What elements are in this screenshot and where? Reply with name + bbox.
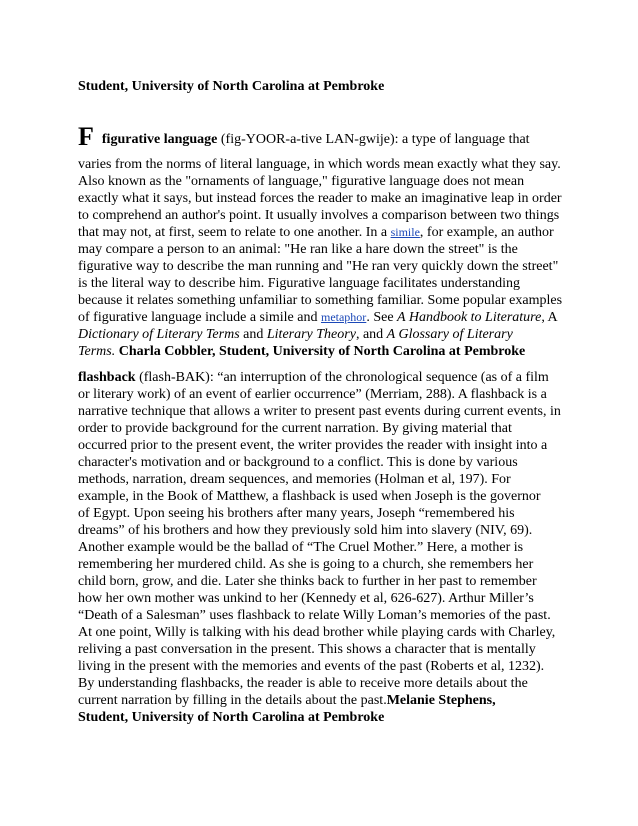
entry-flashback-line-6: character's motivation and or background to a conflict. This is done by various (78, 455, 518, 470)
line-6-text-end: , for example, an author (419, 225, 554, 240)
entry-flashback-line-12: remembering her murdered child. As she is going to a church, she remembers her (78, 557, 534, 572)
entry-flashback-line-14: how her own mother was unkind to her (Kennedy et al, 626-627). Arthur Miller’s (78, 591, 534, 606)
entry-flashback-line-19: By understanding flashbacks, the reader is able to receive more details about the (78, 676, 528, 691)
entry-flashback-line-1 (78, 369, 549, 386)
entry-figurative-line-10: because it relates something unfamiliar to something familiar. Some popular examples (78, 293, 563, 308)
book-title-literary-theory: Literary Theory (266, 327, 356, 342)
entry-flashback-line-9: of Egypt. Upon seeing his brothers after many years, Joseph “remembered his (78, 506, 515, 521)
term-flashback: flashback (78, 370, 136, 385)
entry-flashback-line-2: or literary work) of an event of earlier occurrence” (Merriam, 288). A flashback is a (78, 387, 547, 402)
top-attribution: Student, University of North Carolina at Pembroke (78, 79, 385, 94)
entry-flashback-line-11: Another example would be the ballad of “The Cruel Mother.” Here, a mother is (78, 540, 524, 555)
author-melanie-stephens: Melanie Stephens, (386, 693, 496, 708)
author-charla-cobbler: Charla Cobbler, Student, University of North Carolina at Pembroke (118, 344, 526, 359)
entry-figurative-line-2: varies from the norms of literal language, in which words mean exactly what they say. (78, 157, 561, 172)
and-text-2: , and (355, 327, 384, 342)
line-11-end: , A (541, 310, 558, 325)
entry-flashback-line-10: dreams” of his brothers and how they previously sold him into slavery (NIV, 69). (78, 523, 533, 538)
book-title-glossary-end: Terms. (78, 344, 116, 359)
entry-flashback-line-13: child born, grow, and die. Later she thinks back to further in her past to remember (78, 574, 537, 589)
and-text: and (243, 327, 264, 342)
entry-figurative-line-1 (78, 122, 530, 151)
entry-figurative-line-5: to comprehend an author's point. It usually involves a comparison between two things (78, 208, 560, 223)
see-text: . See (366, 310, 394, 325)
entry-flashback-line-8: example, in the Book of Matthew, a flashback is used when Joseph is the governor (78, 489, 541, 504)
flashback-last-line: current narration by filling in the details about the past. (78, 693, 387, 708)
entry-figurative-line-9: is the literal way to describe him. Figurative language facilitates understanding (78, 276, 521, 291)
author-affiliation: Student, University of North Carolina at Pembroke (78, 710, 385, 725)
entry-figurative-line-4: exactly what it says, but instead forces the reader to make an imaginative leap in order (78, 191, 562, 206)
entry-flashback-line-16: At one point, Willy is talking with his dead brother while playing cards with Charley, (78, 625, 556, 640)
entry-figurative-line-8: figurative way to describe the man running and "He ran very quickly down the street" (78, 259, 559, 274)
entry-flashback-line-17: reliving a past conversation in the present. This shows a character that is mentally (78, 642, 536, 657)
entry-figurative-line-7: may compare a person to an animal: "He ran like a hare down the street" is the (78, 242, 518, 257)
simile-link[interactable]: simile (390, 225, 420, 239)
entry-flashback-line-15: “Death of a Salesman” uses flashback to relate Willy Loman’s memories of the past. (78, 608, 551, 623)
entry-flashback-line-18: living in the present with the memories and events of the past (Roberts et al, 1232). (78, 659, 545, 674)
entry-figurative-line-12 (78, 326, 513, 343)
pronunciation-text: (fig-YOOR-a-tive LAN-gwije): a type of language that (220, 132, 530, 147)
flashback-line-text: (flash-BAK): “an interruption of the chronological sequence (as of a film (139, 370, 549, 385)
entry-flashback-line-4: order to provide background for the current narration. By giving material that (78, 421, 512, 436)
metaphor-link[interactable]: metaphor (320, 310, 367, 324)
entry-flashback-line-3: narrative technique that allows a writer to present past events during current events, in (78, 404, 561, 419)
book-title-handbook: A Handbook to Literature (397, 310, 542, 325)
term-figurative-language: figurative language (101, 132, 218, 147)
entry-figurative-line-6 (78, 224, 554, 241)
entry-flashback-line-7: methods, narration, dream sequences, and memories (Holman et al, 197). For (78, 472, 511, 487)
entry-figurative-line-13 (78, 343, 525, 360)
book-title-glossary: A Glossary of Literary (386, 327, 513, 342)
entry-flashback-line-5: occurred prior to the present event, the writer provides the reader with insight into a (78, 438, 548, 453)
entry-flashback-line-20 (78, 692, 496, 709)
line-6-text: that may not, at first, seem to relate to one another. In a (78, 225, 388, 240)
section-letter: F (78, 122, 94, 151)
book-title-dictionary: Dictionary of Literary Terms (78, 327, 240, 342)
line-11-text: of figurative language include a simile and (78, 310, 318, 325)
entry-figurative-line-11 (78, 309, 558, 326)
entry-figurative-line-3: Also known as the "ornaments of language," figurative language does not mean (78, 174, 525, 189)
